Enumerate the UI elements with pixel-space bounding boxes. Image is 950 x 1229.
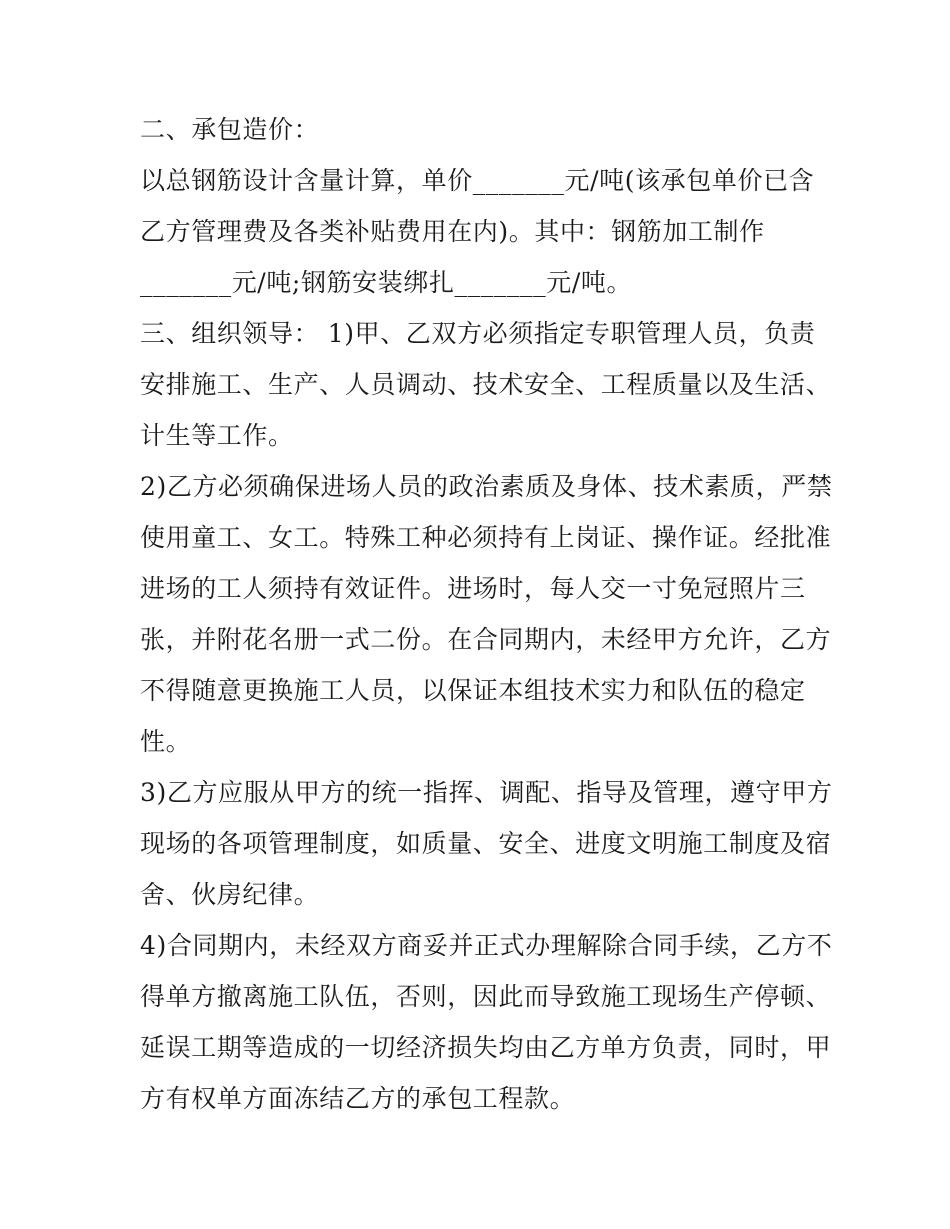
section-heading-organization: 三、组织领导： 1)甲、乙双方必须指定专职管理人员，负责 — [140, 319, 816, 348]
section-heading-contract-price: 二、承包造价： — [140, 115, 320, 144]
text-line: 性。 — [140, 727, 192, 756]
clause-3-line: 3)乙方应服从甲方的统一指挥、调配、指导及管理，遵守甲方 — [140, 778, 833, 807]
text-line: 进场的工人须持有效证件。进场时，每人交一寸免冠照片三 — [140, 574, 806, 603]
text-line: 得单方撤离施工队伍，否则，因此而导致施工现场生产停顿、 — [140, 982, 832, 1011]
text-line: 计生等工作。 — [140, 421, 294, 450]
text-line: 乙方管理费及各类补贴费用在内)。其中：钢筋加工制作 — [140, 217, 765, 246]
text-line: 张，并附花名册一式二份。在合同期内，未经甲方允许，乙方 — [140, 625, 832, 654]
clause-4-line: 4)合同期内，未经双方商妥并正式办理解除合同手续，乙方不 — [140, 931, 833, 960]
text-line: 不得随意更换施工人员，以保证本组技术实力和队伍的稳定 — [140, 676, 806, 705]
text-line: 安排施工、生产、人员调动、技术安全、工程质量以及生活、 — [140, 370, 832, 399]
text-line: 使用童工、女工。特殊工种必须持有上岗证、操作证。经批准 — [140, 523, 832, 552]
text-line: _______元/吨;钢筋安装绑扎_______元/吨。 — [140, 268, 633, 297]
text-line: 方有权单方面冻结乙方的承包工程款。 — [140, 1084, 576, 1113]
text-line: 现场的各项管理制度，如质量、安全、进度文明施工制度及宿 — [140, 829, 832, 858]
text-line: 舍、伙房纪律。 — [140, 880, 320, 909]
clause-2-line: 2)乙方必须确保进场人员的政治素质及身体、技术素质，严禁 — [140, 472, 833, 501]
text-line: 延误工期等造成的一切经济损失均由乙方单方负责，同时，甲 — [140, 1033, 832, 1062]
text-line: 以总钢筋设计含量计算，单价_______元/吨(该承包单价已含 — [140, 166, 815, 195]
